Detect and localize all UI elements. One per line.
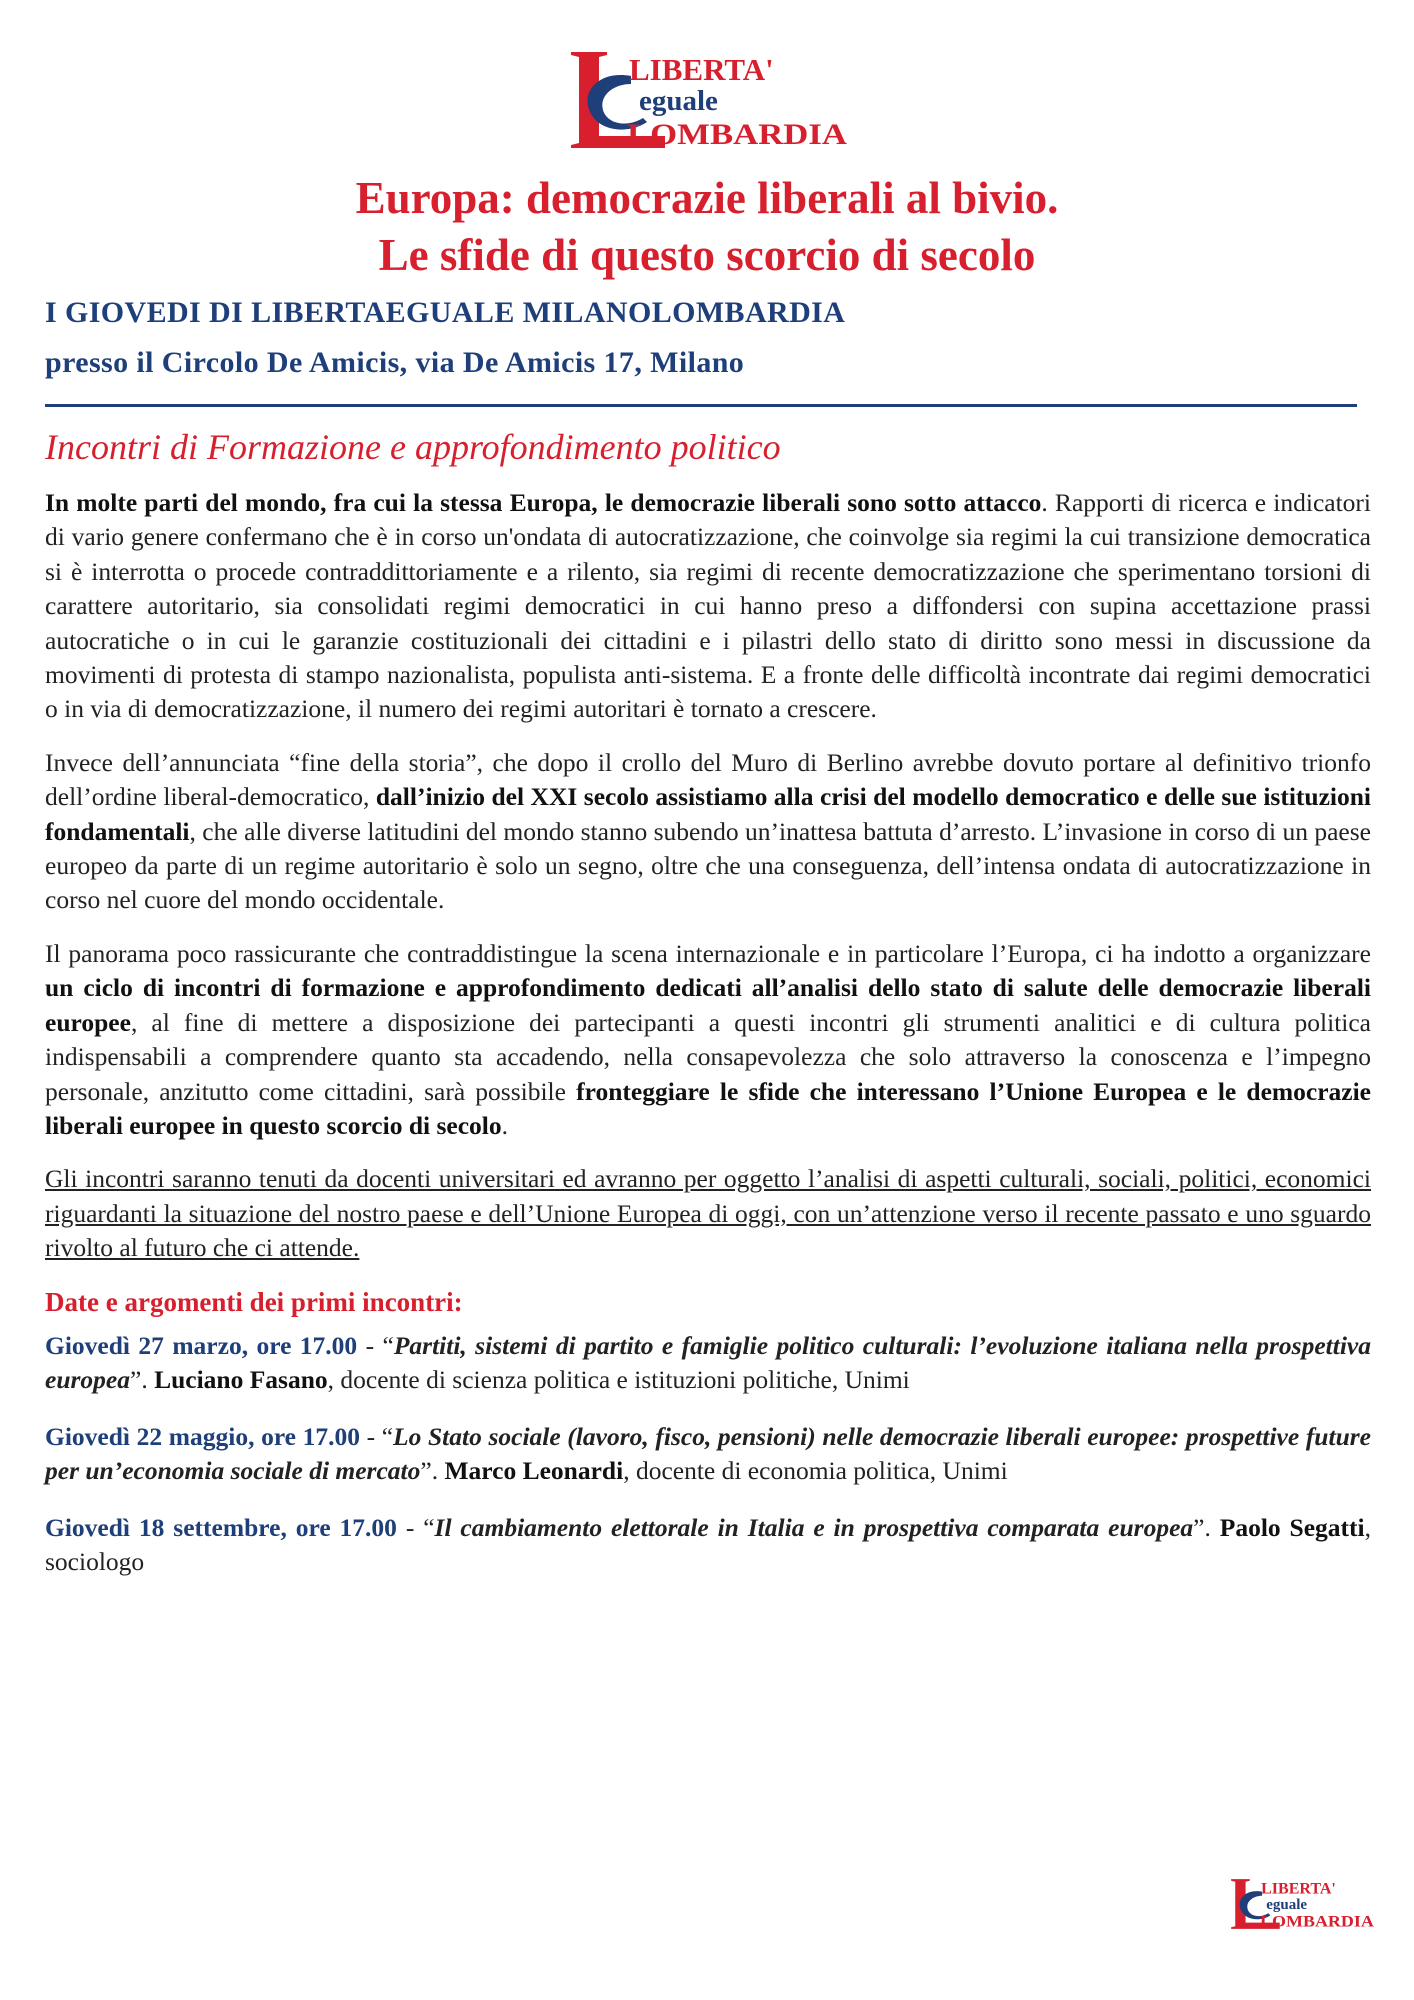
event-2: [45, 1420, 1371, 1489]
p2-end: , che alle diverse latitudini del mondo stanno subendo un’inattesa battuta d’arresto. L’invasione in corso di un paese europeo da parte di un regime autoritario è solo un segno, oltre che una conseguenza, dell’intensa ondata di autocratizzazione in corso nel cuore del mondo occidentale.: [45, 816, 1371, 915]
title-line-1: Europa: democrazie liberali al bivio.: [355, 173, 1059, 223]
dates-title: Date e argomenti dei primi incontri:: [45, 1286, 463, 1317]
divider: [45, 404, 1357, 407]
p1-rest: . Rapporti di ricerca e indicatori di vario genere confermano che è in corso un'ondata di autocratizzazione, che coinvolge sia regimi la cui transizione democratica si è interrotta o procede contraddittoriamente e a rilento, sia regimi di recente democratizzazione che sperimentano torsioni di carattere autoritario, sia consolidati regimi democratici in cui hanno preso a diffondersi con supina accettazione prassi autocratiche o in cui le garanzie costituzionali dei cittadini e i pilastri dello stato di diritto sono messi in discussione da movimenti di protesta di stampo nazionalista, populista anti-sistema. E a fronte delle difficoltà incontrate dai regimi democratici o in via di democratizzazione, il numero dei regimi autoritari è tornato a crescere.: [45, 488, 1371, 724]
logo-line3: LOMBARDIA: [627, 118, 848, 150]
event-1: [45, 1329, 1371, 1398]
event-topic: Il cambiamento elettorale in Italia e in prospettiva comparata europea: [434, 1512, 1194, 1542]
event-sep: - “: [357, 1330, 394, 1360]
section-title: Incontri di Formazione e approfondimento politico: [45, 427, 781, 467]
logo-small: [1228, 1878, 1378, 1930]
body-content: [45, 486, 1371, 1601]
paragraph-3: [45, 937, 1371, 1143]
paragraph-4: Gli incontri saranno tenuti da docenti universitari ed avranno per oggetto l’analisi di aspetti culturali, sociali, politici, economici riguardanti la situazione del nostro paese e dell’Unione Europea di oggi, con un’attenzione verso il recente passato e uno sguardo rivolto al futuro che ci attende.: [45, 1164, 1371, 1263]
subtitle-line-2: presso il Circolo De Amicis, via De Amicis 17, Milano: [45, 346, 745, 379]
subtitle-line-1: I GIOVEDI DI LIBERTAEGUALE MILANOLOMBARDIA: [45, 296, 846, 329]
title-line-2: Le sfide di questo scorcio di secolo: [378, 230, 1036, 280]
event-3: [45, 1511, 1371, 1580]
p3-mid: , al fine di mettere a disposizione dei partecipanti a questi incontri gli strumenti analitici e di cultura politica indispensabili a comprendere quanto sta accadendo, nella consapevolezza che solo attraverso la conoscenza e l’impegno personale, anzitutto come cittadini, sarà possibile: [45, 1007, 1371, 1106]
logo-line1: LIBERTA': [629, 52, 774, 87]
event-date: Giovedì 27 marzo, ore 17.00: [45, 1330, 358, 1360]
event-speaker: Paolo Segatti: [1219, 1512, 1365, 1542]
logo-line2: eguale: [639, 85, 718, 117]
p3-start: Il panorama poco rassicurante che contraddistingue la scena internazionale e in particolare l’Europa, ci ha indotto a organizzare: [45, 938, 1371, 968]
p3-bold-1: un ciclo di incontri di formazione e approfondimento dedicati all’analisi dello stato di salute delle democrazie liberali europee: [45, 973, 1371, 1037]
p3-bold-2: fronteggiare le sfide che interessano l’Unione Europea e le democrazie liberali europee in questo scorcio di secolo: [45, 1076, 1372, 1140]
p2-start: Invece dell’annunciata “fine della storia”, che dopo il crollo del Muro di Berlino avrebbe dovuto portare al definitivo trionfo dell’ordine liberal-democratico,: [45, 747, 1371, 812]
page-title: [0, 170, 1414, 284]
p2-bold: dall’inizio del XXI secolo assistiamo alla crisi del modello democratico e delle sue istituzioni fondamentali: [45, 782, 1371, 846]
event-speaker: Luciano Fasano: [154, 1365, 328, 1395]
p1-bold: In molte parti del mondo, fra cui la stessa Europa, le democrazie liberali sono sotto attacco: [45, 488, 1042, 517]
event-speaker: Marco Leonardi: [444, 1456, 624, 1486]
logo-small-line1: LIBERTA': [1261, 1880, 1336, 1898]
event-date: Giovedì 18 settembre, ore 17.00: [45, 1512, 397, 1542]
event-close: ”.: [1193, 1512, 1220, 1542]
event-role: , docente di economia politica, Unimi: [623, 1456, 1008, 1486]
event-topic: Lo Stato sociale (lavoro, fisco, pensioni) nelle democrazie liberali europee: prospettive future per un’economia sociale di mercato: [45, 1421, 1371, 1486]
event-sep: - “: [359, 1421, 394, 1451]
logo-small-line3: LOMBARDIA: [1260, 1913, 1375, 1930]
event-role: , sociologo: [45, 1512, 1372, 1576]
event-role: , docente di scienza politica e istituzioni politiche, Unimi: [327, 1365, 910, 1395]
p3-end: .: [501, 1110, 508, 1140]
event-sep: - “: [396, 1512, 435, 1542]
paragraph-1: [45, 486, 1371, 727]
event-date: Giovedì 22 maggio, ore 17.00: [45, 1421, 360, 1451]
event-topic: Partiti, sistemi di partito e famiglie politico culturali: l’evoluzione italiana nella prospettiva europea: [45, 1330, 1371, 1395]
logo-small-graphic: [1228, 1878, 1378, 1930]
event-close: ”.: [130, 1365, 155, 1395]
logo: [565, 50, 855, 150]
logo-small-line2: eguale: [1266, 1897, 1308, 1914]
paragraph-2: [45, 746, 1371, 918]
logo-graphic: [565, 50, 855, 150]
event-close: ”.: [420, 1456, 445, 1486]
